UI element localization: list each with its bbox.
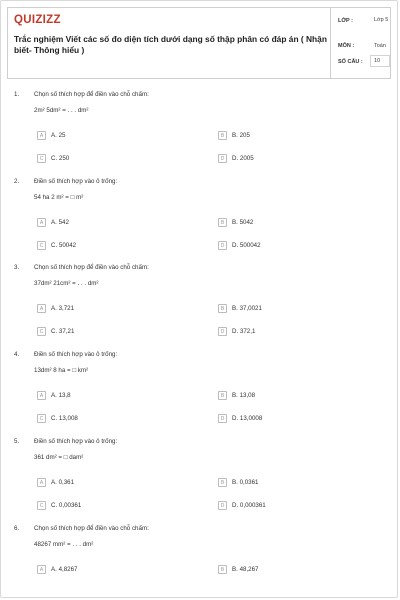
answer-option-text: D. 500042 — [232, 242, 261, 249]
grade-value: Lớp 5 — [374, 17, 389, 23]
answer-option-checkbox[interactable]: A — [37, 131, 46, 140]
answer-option-text: C. 37,21 — [51, 328, 75, 335]
answer-option-checkbox[interactable]: A — [37, 565, 46, 574]
question-number: 5. — [14, 438, 20, 445]
answer-option-text: B. 37,0021 — [232, 305, 262, 312]
worksheet-title: Trắc nghiệm Viết các số đo diện tích dưới dạng số thập phân có đáp án ( Nhận biết- Thông hiểu ) — [14, 34, 327, 55]
header-divider — [330, 8, 331, 78]
question-text: Chọn số thích hợp để điền vào chỗ chấm: — [34, 264, 149, 271]
question-text: Điền số thích hợp vào ô trống: — [34, 178, 118, 185]
answer-option-text: D. 2005 — [232, 155, 254, 162]
answer-option-checkbox[interactable]: D — [218, 414, 227, 423]
answer-option-text: A. 25 — [51, 132, 66, 139]
answer-option-text: A. 3,721 — [51, 305, 75, 312]
answer-option-text: A. 13,8 — [51, 392, 71, 399]
answer-option-checkbox[interactable]: A — [37, 304, 46, 313]
answer-option-checkbox[interactable]: D — [218, 327, 227, 336]
answer-option-checkbox[interactable]: B — [218, 565, 227, 574]
answer-option-checkbox[interactable]: C — [37, 241, 46, 250]
question-number: 4. — [14, 351, 20, 358]
answer-option-text: C. 250 — [51, 155, 70, 162]
answer-option-checkbox[interactable]: A — [37, 391, 46, 400]
question-expression: 2m² 5dm² = . . . dm² — [34, 107, 89, 114]
answer-option-checkbox[interactable]: C — [37, 414, 46, 423]
answer-option-checkbox[interactable]: A — [37, 478, 46, 487]
answer-option-text: A. 542 — [51, 219, 69, 226]
answer-option-text: A. 0,361 — [51, 479, 75, 486]
question-count-value: 10 — [374, 58, 381, 64]
subject-label: MÔN : — [338, 43, 355, 49]
quizizz-logo: QUIZIZZ — [14, 14, 61, 26]
answer-option-text: C. 0,00361 — [51, 502, 82, 509]
answer-option-text: B. 5042 — [232, 219, 254, 226]
subject-value: Toán — [374, 43, 386, 49]
answer-option-checkbox[interactable]: D — [218, 501, 227, 510]
answer-option-text: C. 50042 — [51, 242, 77, 249]
answer-option-checkbox[interactable]: C — [37, 501, 46, 510]
answer-option-text: B. 205 — [232, 132, 250, 139]
answer-option-checkbox[interactable]: B — [218, 391, 227, 400]
answer-option-checkbox[interactable]: D — [218, 241, 227, 250]
question-number: 2. — [14, 178, 20, 185]
answer-option-checkbox[interactable]: A — [37, 218, 46, 227]
worksheet-header — [7, 7, 391, 79]
answer-option-text: B. 0,0361 — [232, 479, 259, 486]
grade-label: LỚP : — [338, 18, 353, 24]
answer-option-text: B. 48,267 — [232, 566, 259, 573]
answer-option-text: D. 0,000361 — [232, 502, 266, 509]
question-text: Chọn số thích hợp để điền vào chỗ chấm: — [34, 525, 149, 532]
question-expression: 13dm² 8 ha = □ km² — [34, 367, 89, 374]
question-expression: 48267 mm² = . . . dm² — [34, 541, 94, 548]
question-expression: 54 ha 2 m² = □ m² — [34, 194, 84, 201]
answer-option-text: C. 13,008 — [51, 415, 78, 422]
question-text: Điền số thích hợp vào ô trống: — [34, 351, 118, 358]
question-text: Chọn số thích hợp để điền vào chỗ chấm: — [34, 91, 149, 98]
question-text: Điền số thích hợp vào ô trống: — [34, 438, 118, 445]
question-expression: 37dm² 21cm² = . . . dm² — [34, 280, 99, 287]
answer-option-text: D. 13,0008 — [232, 415, 263, 422]
answer-option-text: B. 13,08 — [232, 392, 256, 399]
answer-option-checkbox[interactable]: B — [218, 304, 227, 313]
answer-option-checkbox[interactable]: B — [218, 131, 227, 140]
question-expression: 361 dm² = □ dam² — [34, 454, 84, 461]
answer-option-text: A. 4,8267 — [51, 566, 78, 573]
answer-option-checkbox[interactable]: B — [218, 218, 227, 227]
answer-option-checkbox[interactable]: C — [37, 327, 46, 336]
question-number: 6. — [14, 525, 20, 532]
question-count-label: SỐ CÂU : — [338, 59, 363, 65]
answer-option-checkbox[interactable]: B — [218, 478, 227, 487]
answer-option-checkbox[interactable]: C — [37, 154, 46, 163]
question-number: 1. — [14, 91, 20, 98]
answer-option-text: D. 372,1 — [232, 328, 256, 335]
answer-option-checkbox[interactable]: D — [218, 154, 227, 163]
question-number: 3. — [14, 264, 20, 271]
